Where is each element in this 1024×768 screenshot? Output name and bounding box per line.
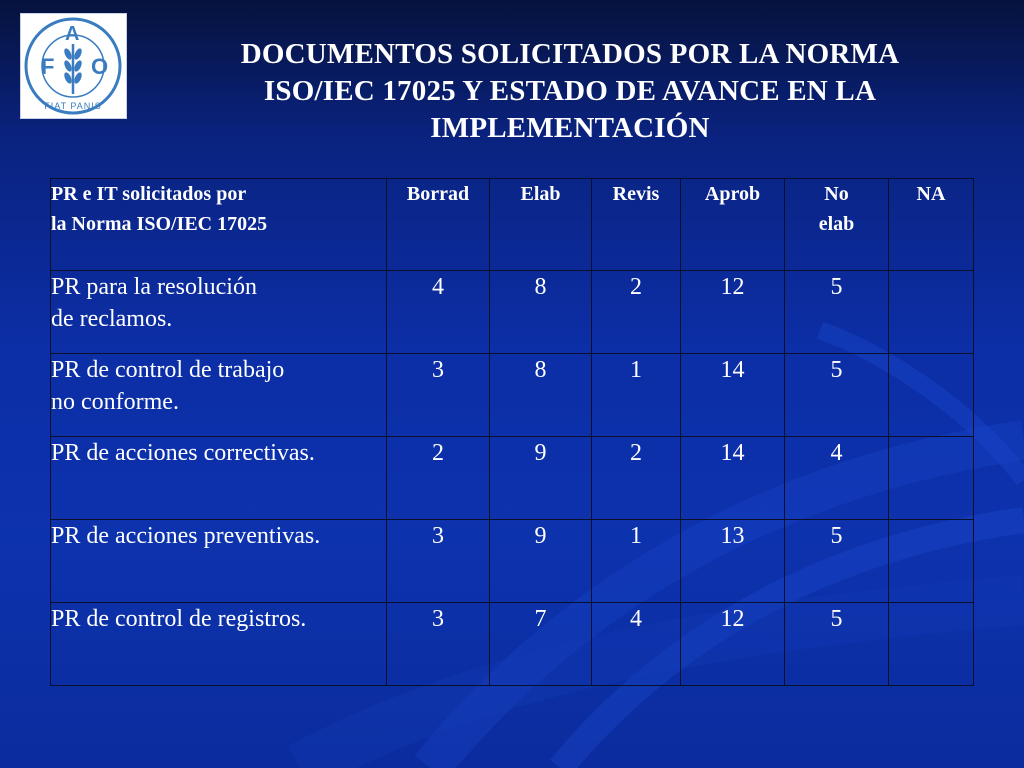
cell-borrad: 2 (387, 437, 490, 520)
cell-elab: 7 (490, 603, 592, 686)
table-row (51, 354, 974, 437)
cell-elab: 9 (490, 437, 592, 520)
cell-na (889, 354, 974, 437)
cell-aprob: 14 (681, 354, 785, 437)
fao-logo-icon (21, 14, 126, 118)
cell-na (889, 271, 974, 354)
table-row (51, 520, 974, 603)
cell-revis: 2 (592, 271, 681, 354)
cell-revis: 1 (592, 354, 681, 437)
cell-borrad: 3 (387, 520, 490, 603)
cell-na (889, 520, 974, 603)
cell-no-elab: 4 (785, 437, 889, 520)
cell-elab: 9 (490, 520, 592, 603)
cell-borrad: 4 (387, 271, 490, 354)
cell-borrad: 3 (387, 603, 490, 686)
table-row (51, 437, 974, 520)
header-no-elab: No elab (785, 179, 889, 271)
cell-elab: 8 (490, 354, 592, 437)
cell-elab: 8 (490, 271, 592, 354)
row-label: PR de control de trabajo no conforme. (51, 354, 387, 437)
cell-na (889, 603, 974, 686)
cell-aprob: 14 (681, 437, 785, 520)
cell-aprob: 12 (681, 271, 785, 354)
logo-motto: FIAT PANIS (44, 101, 102, 111)
cell-borrad: 3 (387, 354, 490, 437)
slide-title (160, 36, 980, 147)
cell-no-elab: 5 (785, 354, 889, 437)
header-documents: PR e IT solicitados por la Norma ISO/IEC 17025 (51, 179, 387, 271)
logo-letter-f: F (41, 54, 55, 79)
row-label: PR para la resolución de reclamos. (51, 271, 387, 354)
cell-aprob: 12 (681, 603, 785, 686)
header-na: NA (889, 179, 974, 271)
cell-na (889, 437, 974, 520)
logo-letter-a: A (65, 23, 80, 45)
cell-aprob: 13 (681, 520, 785, 603)
cell-revis: 2 (592, 437, 681, 520)
cell-no-elab: 5 (785, 271, 889, 354)
title-line: IMPLEMENTACIÓN (430, 112, 710, 144)
row-label: PR de control de registros. (51, 603, 387, 686)
header-elab: Elab (490, 179, 592, 271)
cell-revis: 4 (592, 603, 681, 686)
title-line: ISO/IEC 17025 Y ESTADO DE AVANCE EN LA (263, 75, 877, 107)
header-borrad: Borrad (387, 179, 490, 271)
logo-letter-o: O (91, 54, 109, 79)
table-row (51, 271, 974, 354)
table-row (51, 603, 974, 686)
fao-logo (20, 13, 127, 119)
cell-no-elab: 5 (785, 520, 889, 603)
cell-revis: 1 (592, 520, 681, 603)
title-line: DOCUMENTOS SOLICITADOS POR LA NORMA (240, 38, 900, 70)
table-header-row (51, 179, 974, 271)
documents-status-table (50, 178, 974, 686)
cell-no-elab: 5 (785, 603, 889, 686)
header-aprob: Aprob (681, 179, 785, 271)
row-label: PR de acciones preventivas. (51, 520, 387, 603)
row-label: PR de acciones correctivas. (51, 437, 387, 520)
header-revis: Revis (592, 179, 681, 271)
